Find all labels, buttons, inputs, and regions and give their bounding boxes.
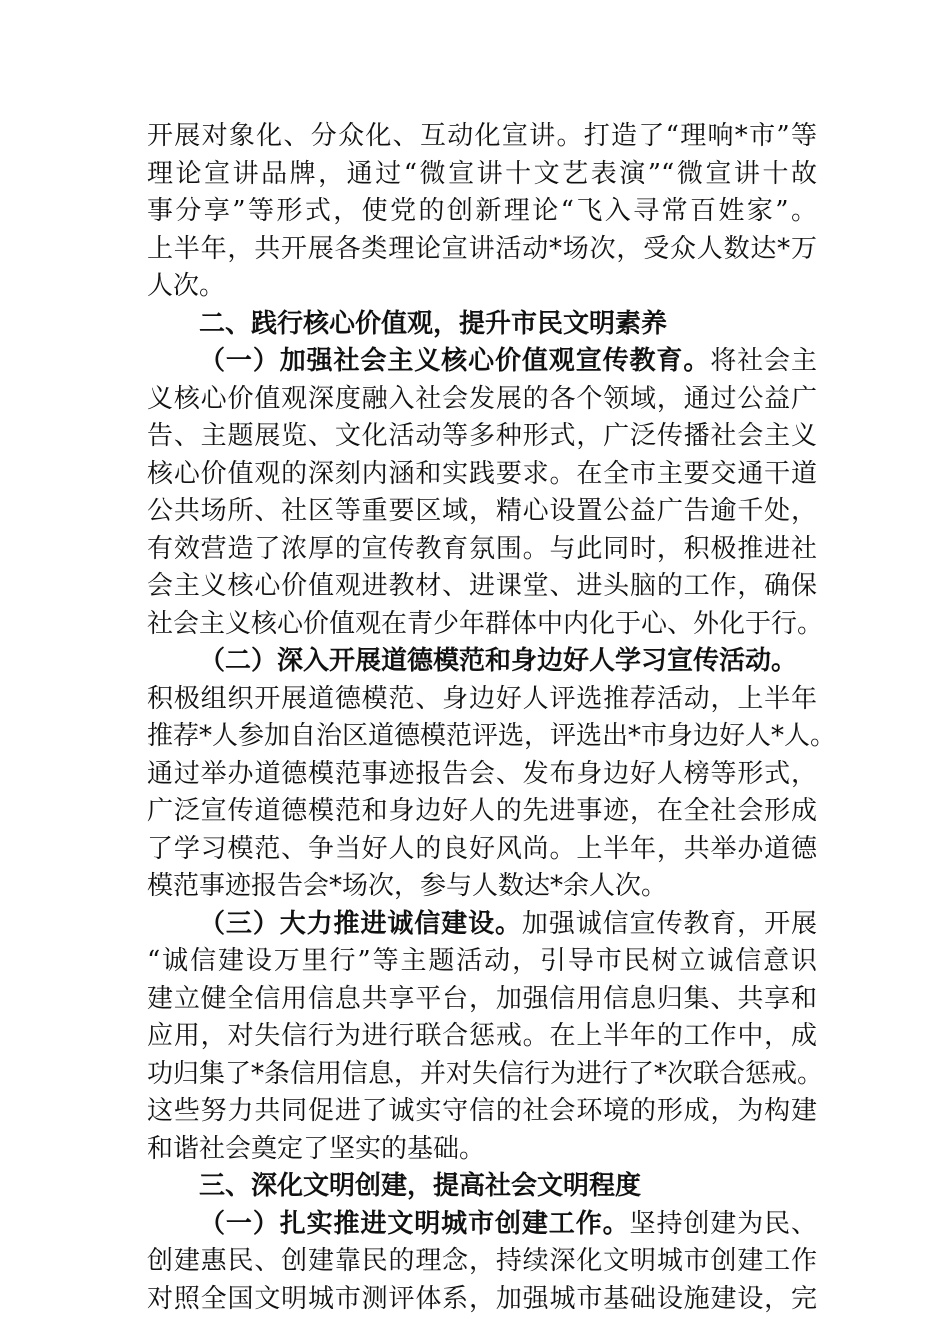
text-line: 通过举办道德模范事迹报告会、发布身边好人榜等形式， — [147, 758, 817, 789]
text-line: 模范事迹报告会*场次，参与人数达*余人次。 — [147, 871, 668, 901]
subsection-line — [147, 643, 817, 681]
subsection-line — [147, 343, 817, 381]
text-line: 事分享”等形式，使党的创新理论“飞入寻常百姓家”。 — [147, 196, 817, 226]
document-body — [147, 118, 837, 1318]
text-line: 社会主义核心价值观在青少年群体中内化于心、外化于行。 — [147, 608, 824, 639]
text-line: 推荐*人参加自治区道德模范评选，评选出*市身边好人*人。 — [147, 721, 837, 751]
text-line: 上半年，共开展各类理论宣讲活动*场次，受众人数达*万 — [147, 233, 817, 264]
text-line: 功归集了*条信用信息，并对失信行为进行了*次联合惩戒。 — [147, 1058, 824, 1089]
subsection-title: （二）深入开展道德模范和身边好人学习宣传活动。 — [199, 646, 798, 676]
text-line: 应用，对失信行为进行联合惩戒。在上半年的工作中，成 — [147, 1021, 817, 1051]
section-heading: 三、深化文明创建，提高社会文明程度 — [199, 1171, 642, 1201]
section-heading: 二、践行核心价值观，提升市民文明素养 — [199, 308, 668, 339]
text-line: 建立健全信用信息共享平台，加强信用信息归集、共享和 — [147, 983, 817, 1014]
subsection-line — [147, 906, 817, 944]
text-line: 公共场所、社区等重要区域，精心设置公益广告逾千处， — [147, 496, 817, 526]
text-line: 人次。 — [147, 271, 226, 301]
text-fragment: 加强诚信宣传教育，开展 — [521, 908, 817, 939]
subsection-title: （一）加强社会主义核心价值观宣传教育。 — [199, 346, 711, 376]
text-line: 开展对象化、分众化、互动化宣讲。打造了“理响*市”等 — [147, 121, 817, 151]
text-line: 义核心价值观深度融入社会发展的各个领域，通过公益广 — [147, 383, 817, 414]
text-line: 创建惠民、创建靠民的理念，持续深化文明城市创建工作 — [147, 1246, 817, 1276]
text-line: 有效营造了浓厚的宣传教育氛围。与此同时，积极推进社 — [147, 533, 817, 564]
subsection-line — [147, 1206, 817, 1244]
text-line: “诚信建设万里行”等主题活动，引导市民树立诚信意识 — [147, 946, 817, 976]
text-line: 和谐社会奠定了坚实的基础。 — [147, 1133, 486, 1164]
text-line: 对照全国文明城市测评体系，加强城市基础设施建设，完 — [147, 1283, 817, 1314]
text-line: 核心价值观的深刻内涵和实践要求。在全市主要交通干道 — [147, 458, 817, 489]
subsection-title: （三）大力推进诚信建设。 — [199, 908, 522, 939]
text-line: 告、主题展览、文化活动等多种形式，广泛传播社会主义 — [147, 421, 817, 451]
subsection-title: （一）扎实推进文明城市创建工作。 — [199, 1208, 630, 1239]
text-fragment: 坚持创建为民、 — [629, 1208, 817, 1239]
text-line: 积极组织开展道德模范、身边好人评选推荐活动，上半年 — [147, 683, 817, 714]
text-line: 理论宣讲品牌，通过“微宣讲十文艺表演”“微宣讲十故 — [147, 158, 817, 189]
text-line: 广泛宣传道德模范和身边好人的先进事迹，在全社会形成 — [147, 796, 817, 826]
text-line: 会主义核心价值观进教材、进课堂、进头脑的工作，确保 — [147, 571, 817, 601]
text-line: 了学习模范、争当好人的良好风尚。上半年，共举办道德 — [147, 833, 817, 864]
text-fragment: 将社会主 — [710, 346, 817, 376]
text-line: 这些努力共同促进了诚实守信的社会环境的形成，为构建 — [147, 1096, 817, 1126]
